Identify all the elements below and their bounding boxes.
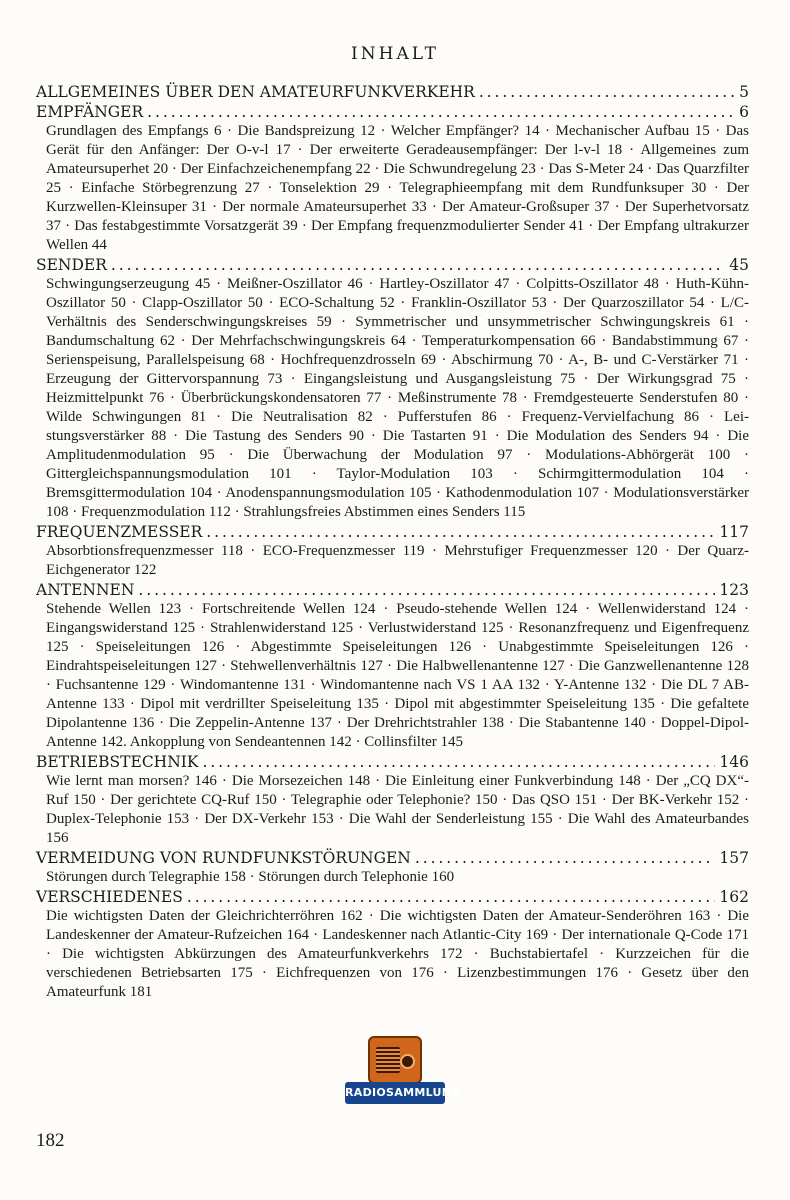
section-heading: BETRIEBSTECHNIK [36, 753, 199, 771]
page-folio: 182 [36, 1130, 65, 1151]
radiosammlung-logo [345, 1036, 461, 1116]
toc-entry[interactable] [36, 580, 749, 600]
section-heading: FREQUENZMESSER [36, 523, 203, 541]
toc-section [36, 848, 749, 887]
leader-dots [206, 522, 715, 542]
table-of-contents [36, 82, 749, 1002]
page-number: 117 [719, 523, 749, 541]
toc-entry[interactable] [36, 255, 749, 275]
section-heading: ANTENNEN [36, 581, 135, 599]
leader-dots [147, 102, 735, 122]
toc-entry[interactable] [36, 522, 749, 542]
page-number: 157 [719, 849, 749, 867]
section-topics: Absorbtionsfrequenzmesser 118 · ECO-Frequenzmesser 119 · Mehrstufiger Frequenzmesser 120 · Der Quarz-Eichgenerator 122 [46, 543, 749, 578]
section-heading: VERSCHIEDENES [36, 888, 183, 906]
section-topics: Stehende Wellen 123 · Fortschreitende Wellen 124 · Pseudo-stehende Wellen 124 · Wellenwiderstand 124 · Eingangswiderstand 125 · Strahlenwiderstand 125 · Verlustwiderstand 125 · Resonanzfrequenz und Eigenfrequenz 125 · Speiseleitungen 126 · Abgestimmte Speiseleitungen 126 · Unabgestimmte Speiseleitungen 126 · Eindrahtspeiseleitungen 127 · Stehwellenverhältnis 127 · Die Halbwellenantenne 127 · Die Ganzwellenantenne 128 · Fuchsantenne 129 · Windomantenne 131 · Windomantenne nach VS 1 AA 132 · Y-Antenne 132 · Die DL 7 AB-Antenne 133 · Dipol mit verdrillter Speiseleitung 135 · Dipol mit abgestimmter Speiseleitung 135 · Die gefaltete Dipolantenne 136 · Die Zeppelin-Antenne 137 · Der Drehrichtstrahler 138 · Die Stabantenne 140 · Doppel-Dipol-Antenne 142. Ankopplung von Sendeantennen 142 · Collinsfilter 145 [46, 601, 749, 750]
page-number: 45 [729, 256, 749, 274]
page-number: 146 [719, 753, 749, 771]
page-title: INHALT [351, 44, 439, 64]
toc-section [36, 102, 749, 255]
leader-dots [111, 255, 725, 275]
logo-text: RADIOSAMMLUNG [345, 1082, 445, 1104]
toc-section [36, 82, 749, 102]
section-topics: Grundlagen des Empfangs 6 · Die Bandspreizung 12 · Welcher Empfänger? 14 · Mechanischer Aufbau 15 · Das Gerät für den Anfänger: Der O-v-l 17 · Der erweiterte Geradeausempfänger: Der l-v-l 18 · Allgemeines zum Amateursuperhet 20 · Der Einfachzeichenempfang 22 · Die Schwundregelung 23 · Das S-Meter 24 · Das Quarzfilter 25 · Einfache Störbegrenzung 27 · Tonselektion 29 · Telegraphieempfang mit dem Rundfunksuper 30 · Der Kurzwellen-Kleinsuper 31 · Der normale Amateursuperhet 33 · Der Amateur-Großsuper 37 · Der Superhetvorsatz 37 · Das festabgestimmte Vorsatzgerät 39 · Der Empfang frequenzmodulierter Sender 41 · Der Empfang ultrakurzer Wellen 44 [46, 123, 749, 253]
radio-icon [368, 1036, 422, 1084]
section-heading: SENDER [36, 256, 107, 274]
section-topics: Die wichtigsten Daten der Gleichrichterröhren 162 · Die wichtigsten Daten der Amateur-Senderöhren 163 · Die Landeskenner der Amateur-Rufzeichen 164 · Landeskenner nach Atlantic-City 169 · Der internationale Q-Code 171 · Die wichtigsten Abkürzungen des Amateurfunkverkehrs 172 · Buchstabiertafel · Kurzzeichen für die verschiedenen Betriebsarten 175 · Eichfrequenzen von 176 · Lizenzbestimmungen 176 · Gesetz über den Amateurfunk 181 [46, 908, 749, 1000]
toc-section [36, 887, 749, 1002]
toc-entry[interactable] [36, 102, 749, 122]
toc-entry[interactable] [36, 848, 749, 868]
page-number: 162 [719, 888, 749, 906]
section-heading: ALLGEMEINES ÜBER DEN AMATEURFUNKVERKEHR [36, 83, 475, 101]
section-heading: EMPFÄNGER [36, 103, 144, 121]
leader-dots [202, 752, 715, 772]
toc-entry[interactable] [36, 752, 749, 772]
toc-entry[interactable] [36, 82, 749, 102]
toc-section [36, 580, 749, 752]
leader-dots [415, 848, 716, 868]
page-number: 123 [719, 581, 749, 599]
page-number: 6 [739, 103, 749, 121]
section-heading: VERMEIDUNG VON RUNDFUNKSTÖRUNGEN [36, 849, 411, 867]
section-topics: Schwingungserzeugung 45 · Meißner-Oszillator 46 · Hartley-Oszillator 47 · Colpitts-Oszillator 48 · Huth-Kühn-Oszillator 50 · Clapp-Oszillator 50 · ECO-Schaltung 52 · Franklin-Oszillator 53 · Der Quarzoszillator 54 · L/C-Verhältnis des Senderschwingungskreises 59 · Symmetrischer und unsymmetrischer Schwingungskreis 61 · Bandumschaltung 62 · Der Mehrfachschwingungskreis 64 · Temperaturkompensation 66 · Bandabstimmung 67 · Serienspeisung, Parallelspeisung 68 · Hochfrequenzdrosseln 69 · Abschirmung 70 · A-, B- und C-Verstärker 71 · Erzeugung der Gittervorspannung 73 · Eingangsleistung und Ausgangsleistung 75 · Der Wirkungsgrad 75 · Heizmittelpunkt 76 · Überbrückungskondensatoren 77 · Meßinstrumente 78 · Fremdgesteuerte Senderstufen 80 · Wilde Schwingungen 81 · Die Neutralisation 82 · Pufferstufen 86 · Frequenz-Vervielfachung 86 · Leistungsverstärker 88 · Die Tastung des Senders 90 · Die Tastarten 91 · Die Modulation des Senders 94 · Die Amplitudenmodulation 95 · Die Überwachung der Modulation 97 · Modulations-Abhörgerät 100 · Gittergleichspannungsmodulation 101 · Taylor-Modulation 103 · Schirmgittermodulation 104 · Bremsgittermodulation 104 · Anodenspannungsmodulation 105 · Kathodenmodulation 107 · Modulationsverstärker 108 · Frequenzmodulation 112 · Strahlungsfreies Abstimmen eines Senders 115 [46, 276, 749, 520]
toc-section [36, 752, 749, 848]
toc-section [36, 522, 749, 580]
section-topics: Wie lernt man morsen? 146 · Die Morsezeichen 148 · Die Einleitung einer Funkverbindung 148 · Der „CQ DX“-Ruf 150 · Der gerichtete CQ-Ruf 150 · Telegraphie oder Telephonie? 150 · Das QSO 151 · Der BK-Verkehr 152 · Duplex-Telephonie 153 · Der DX-Verkehr 153 · Die Wahl der Senderleistung 155 · Die Wahl des Amateurbandes 156 [46, 773, 749, 846]
leader-dots [187, 887, 716, 907]
section-topics: Störungen durch Telegraphie 158 · Störungen durch Telephonie 160 [46, 869, 455, 885]
leader-dots [138, 580, 715, 600]
leader-dots [479, 82, 735, 102]
toc-section [36, 255, 749, 522]
page-number: 5 [739, 83, 749, 101]
toc-entry[interactable] [36, 887, 749, 907]
